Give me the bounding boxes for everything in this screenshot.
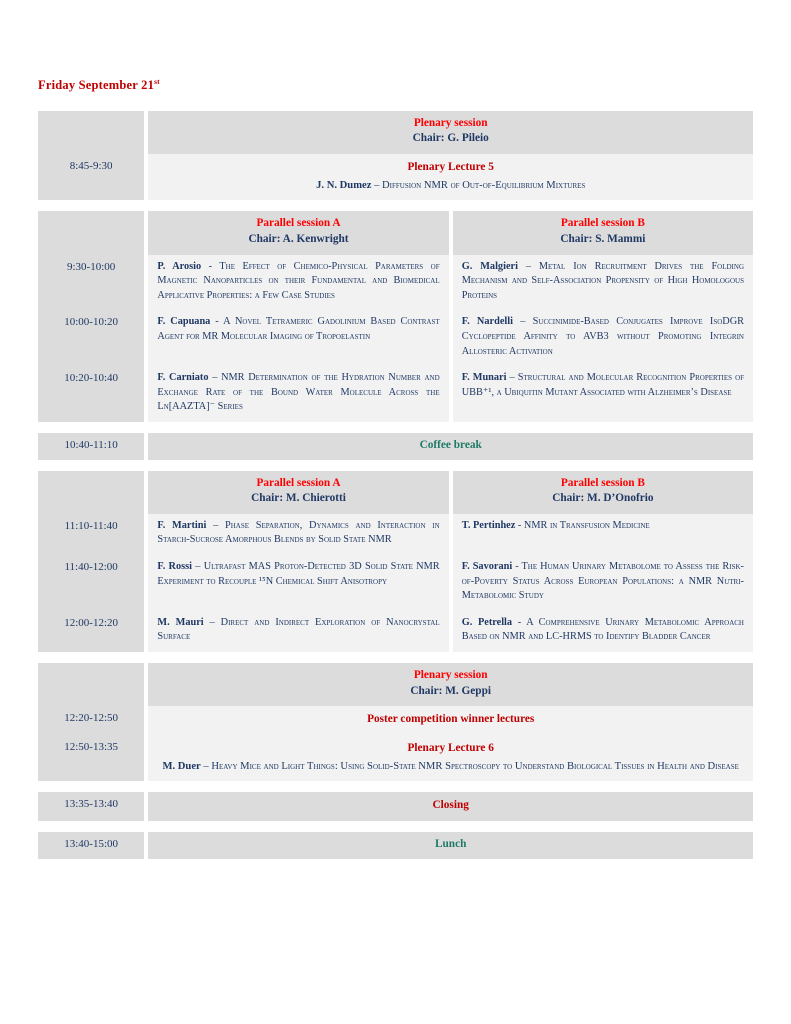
parallel-session-b-header	[453, 211, 753, 254]
time-cell: 12:00-12:20	[38, 611, 144, 652]
speaker-sep: –	[203, 616, 221, 628]
session-b-chair: Chair: S. Mammi	[560, 232, 646, 245]
speaker-name: J. N. Dumez	[316, 180, 372, 191]
lunch-table	[38, 832, 753, 859]
table-row	[38, 471, 753, 514]
time-cell: 10:00-10:20	[38, 310, 144, 366]
talk-title: Diffusion NMR of Out-of-Equilibrium Mixtures	[382, 180, 586, 191]
break-label: Coffee break	[419, 439, 482, 451]
coffee-break-table	[38, 433, 753, 460]
session-a-label: Parallel session A	[256, 476, 341, 489]
closing-label: Closing	[432, 799, 469, 812]
table-row	[38, 792, 753, 821]
time-cell: 10:40-11:10	[38, 433, 144, 460]
time-cell-empty	[38, 663, 144, 706]
speaker-name: F. Carniato	[157, 372, 209, 384]
time-cell: 12:20-12:50	[38, 706, 144, 735]
talk-cell-a	[148, 255, 448, 311]
day-title-text: Friday September 21	[38, 78, 155, 93]
speaker-name: F. Nardelli	[461, 316, 513, 328]
table-row	[38, 255, 753, 311]
table-row	[38, 211, 753, 254]
speaker-name: P. Arosio	[157, 260, 202, 272]
talk-title: Succinimide-Based Conjugates Improve IsoDGR Cyclopeptide Affinity to AVB3 without Promoting Integrin Allosteric Activation	[461, 316, 745, 357]
table-row	[38, 433, 753, 460]
plenary-lecture-cell	[148, 154, 753, 200]
speaker-name: F. Munari	[461, 372, 507, 384]
session-a-label: Parallel session A	[256, 217, 341, 230]
table-row	[38, 514, 753, 555]
parallel-session-b-header	[453, 471, 753, 514]
session-a-chair: Chair: M. Chierotti	[251, 492, 346, 505]
table-row	[38, 154, 753, 200]
lunch-label: Lunch	[434, 838, 467, 851]
talk-title: A Novel Tetrameric Gadolinium Based Contrast Agent for MR Molecular Imaging of Tropoelastin	[157, 316, 440, 342]
lecture-entry	[157, 757, 744, 774]
speaker-sep: –	[506, 372, 518, 384]
talk-title: Direct and Indirect Exploration of Nanocrystal Surface	[157, 616, 440, 643]
speaker-name: F. Savorani	[461, 561, 513, 573]
speaker-name: G. Malgieri	[461, 260, 518, 272]
closing-cell	[148, 792, 753, 821]
talk-cell-b	[453, 310, 753, 366]
time-cell: 11:10-11:40	[38, 514, 144, 555]
table-row	[38, 555, 753, 611]
speaker-sep: –	[192, 561, 204, 573]
coffee-break-cell	[148, 433, 753, 460]
talk-cell-a	[148, 611, 448, 652]
plenary-session-header	[148, 663, 753, 706]
talk-cell-a	[148, 555, 448, 611]
closing-table	[38, 792, 753, 821]
poster-competition-cell	[148, 706, 753, 735]
time-cell: 9:30-10:00	[38, 255, 144, 311]
table-row	[38, 611, 753, 652]
talk-cell-b	[453, 555, 753, 611]
speaker-name: G. Petrella	[461, 616, 513, 628]
session-b-chair: Chair: M. D’Onofrio	[552, 492, 654, 505]
table-row	[38, 706, 753, 735]
plenary-lecture-cell	[148, 735, 753, 781]
lecture-label: Plenary Lecture 5	[407, 161, 494, 174]
talk-title: Heavy Mice and Light Things: Using Solid-State NMR Spectroscopy to Understand Biological Tissues in Health and Disease	[211, 761, 739, 773]
speaker-dash: –	[371, 180, 383, 191]
table-row	[38, 111, 753, 154]
page-title	[38, 78, 753, 93]
lunch-cell	[148, 832, 753, 859]
table-row	[38, 832, 753, 859]
speaker-sep: –	[206, 519, 225, 531]
parallel-morning-table	[38, 211, 753, 422]
speaker-name: T. Pertinhez	[461, 519, 516, 531]
speaker-name: F. Rossi	[157, 561, 193, 573]
talk-title: NMR in Transfusion Medicine	[523, 519, 650, 531]
talk-cell-b	[453, 366, 753, 422]
talk-cell-b	[453, 611, 753, 652]
session-chair: Chair: M. Geppi	[410, 684, 492, 697]
table-row	[38, 310, 753, 366]
time-cell: 12:50-13:35	[38, 735, 144, 781]
lecture-entry	[157, 176, 744, 193]
talk-cell-b	[453, 514, 753, 555]
speaker-name: M. Duer	[162, 761, 201, 773]
speaker-dash: –	[200, 761, 212, 773]
speaker-sep: –	[208, 372, 222, 384]
day-title-ordinal-suffix: st	[154, 77, 160, 86]
speaker-name: F. Capuana	[157, 316, 211, 328]
session-b-label: Parallel session B	[560, 217, 645, 230]
time-cell: 13:40-15:00	[38, 832, 144, 859]
session-chair: Chair: G. Pileio	[412, 132, 489, 145]
speaker-sep: -	[210, 316, 224, 328]
plenary-session-header	[148, 111, 753, 154]
talk-title: Structural and Molecular Recognition Properties of UBB⁺¹, a Ubiquitin Mutant Associated with Alzheimer’s Disease	[461, 372, 745, 398]
talk-title: A Comprehensive Urinary Metabolomic Approach Based on NMR and LC-HRMS to Identify Bladder Cancer	[461, 616, 744, 643]
time-cell: 11:40-12:00	[38, 555, 144, 611]
plenary-afternoon-table	[38, 663, 753, 781]
talk-cell-a	[148, 366, 448, 422]
table-row	[38, 366, 753, 422]
talk-title: NMR Determination of the Hydration Number and Exchange Rate of the Bound Water Molecule Across the Ln[AAZTA]⁻ Series	[157, 372, 440, 413]
session-a-chair: Chair: A. Kenwright	[248, 232, 349, 245]
time-cell: 10:20-10:40	[38, 366, 144, 422]
session-label: Plenary session	[413, 116, 488, 129]
time-cell-empty	[38, 211, 144, 254]
lecture-label: Plenary Lecture 6	[407, 742, 494, 755]
talk-title: Phase Separation, Dynamics and Interaction in Starch-Sucrose Amorphous Blends by Solid State NMR	[157, 519, 440, 546]
talk-cell-a	[148, 514, 448, 555]
time-cell: 8:45-9:30	[38, 154, 144, 200]
session-b-label: Parallel session B	[560, 476, 645, 489]
parallel-late-table	[38, 471, 753, 652]
speaker-sep: -	[512, 616, 527, 628]
talk-cell-a	[148, 310, 448, 366]
time-cell: 13:35-13:40	[38, 792, 144, 821]
time-cell-empty	[38, 471, 144, 514]
time-cell-empty	[38, 111, 144, 154]
plenary-morning-table	[38, 111, 753, 200]
talk-cell-b	[453, 255, 753, 311]
parallel-session-a-header	[148, 471, 448, 514]
talk-title: Ultrafast MAS Proton-Detected 3D Solid State NMR Experiment to Recouple ¹⁵N Chemical Shift Anisotropy	[157, 561, 440, 587]
table-row	[38, 663, 753, 706]
speaker-sep: -	[515, 519, 524, 531]
speaker-sep: -	[512, 561, 522, 573]
speaker-name: F. Martini	[157, 519, 207, 531]
parallel-session-a-header	[148, 211, 448, 254]
poster-label: Poster competition winner lectures	[367, 713, 535, 726]
talk-title: The Effect of Chemico-Physical Parameters of Magnetic Nanoparticles on their Fundamental and Biomedical Applicative Properties: a Few Case Studies	[157, 260, 440, 301]
speaker-sep: –	[512, 316, 533, 328]
table-row	[38, 735, 753, 781]
session-label: Plenary session	[413, 669, 488, 682]
speaker-sep: -	[201, 260, 220, 272]
talk-title: Metal Ion Recruitment Drives the Folding Mechanism and Self-Association Propensity of High Homologous Proteins	[461, 260, 745, 301]
speaker-name: M. Mauri	[157, 616, 204, 628]
talk-title: The Human Urinary Metabolome to Assess the Risk-of-Poverty Status Across European Populations: a NMR Nutri-Metabolomic Study	[461, 561, 744, 602]
speaker-sep: –	[517, 260, 539, 272]
